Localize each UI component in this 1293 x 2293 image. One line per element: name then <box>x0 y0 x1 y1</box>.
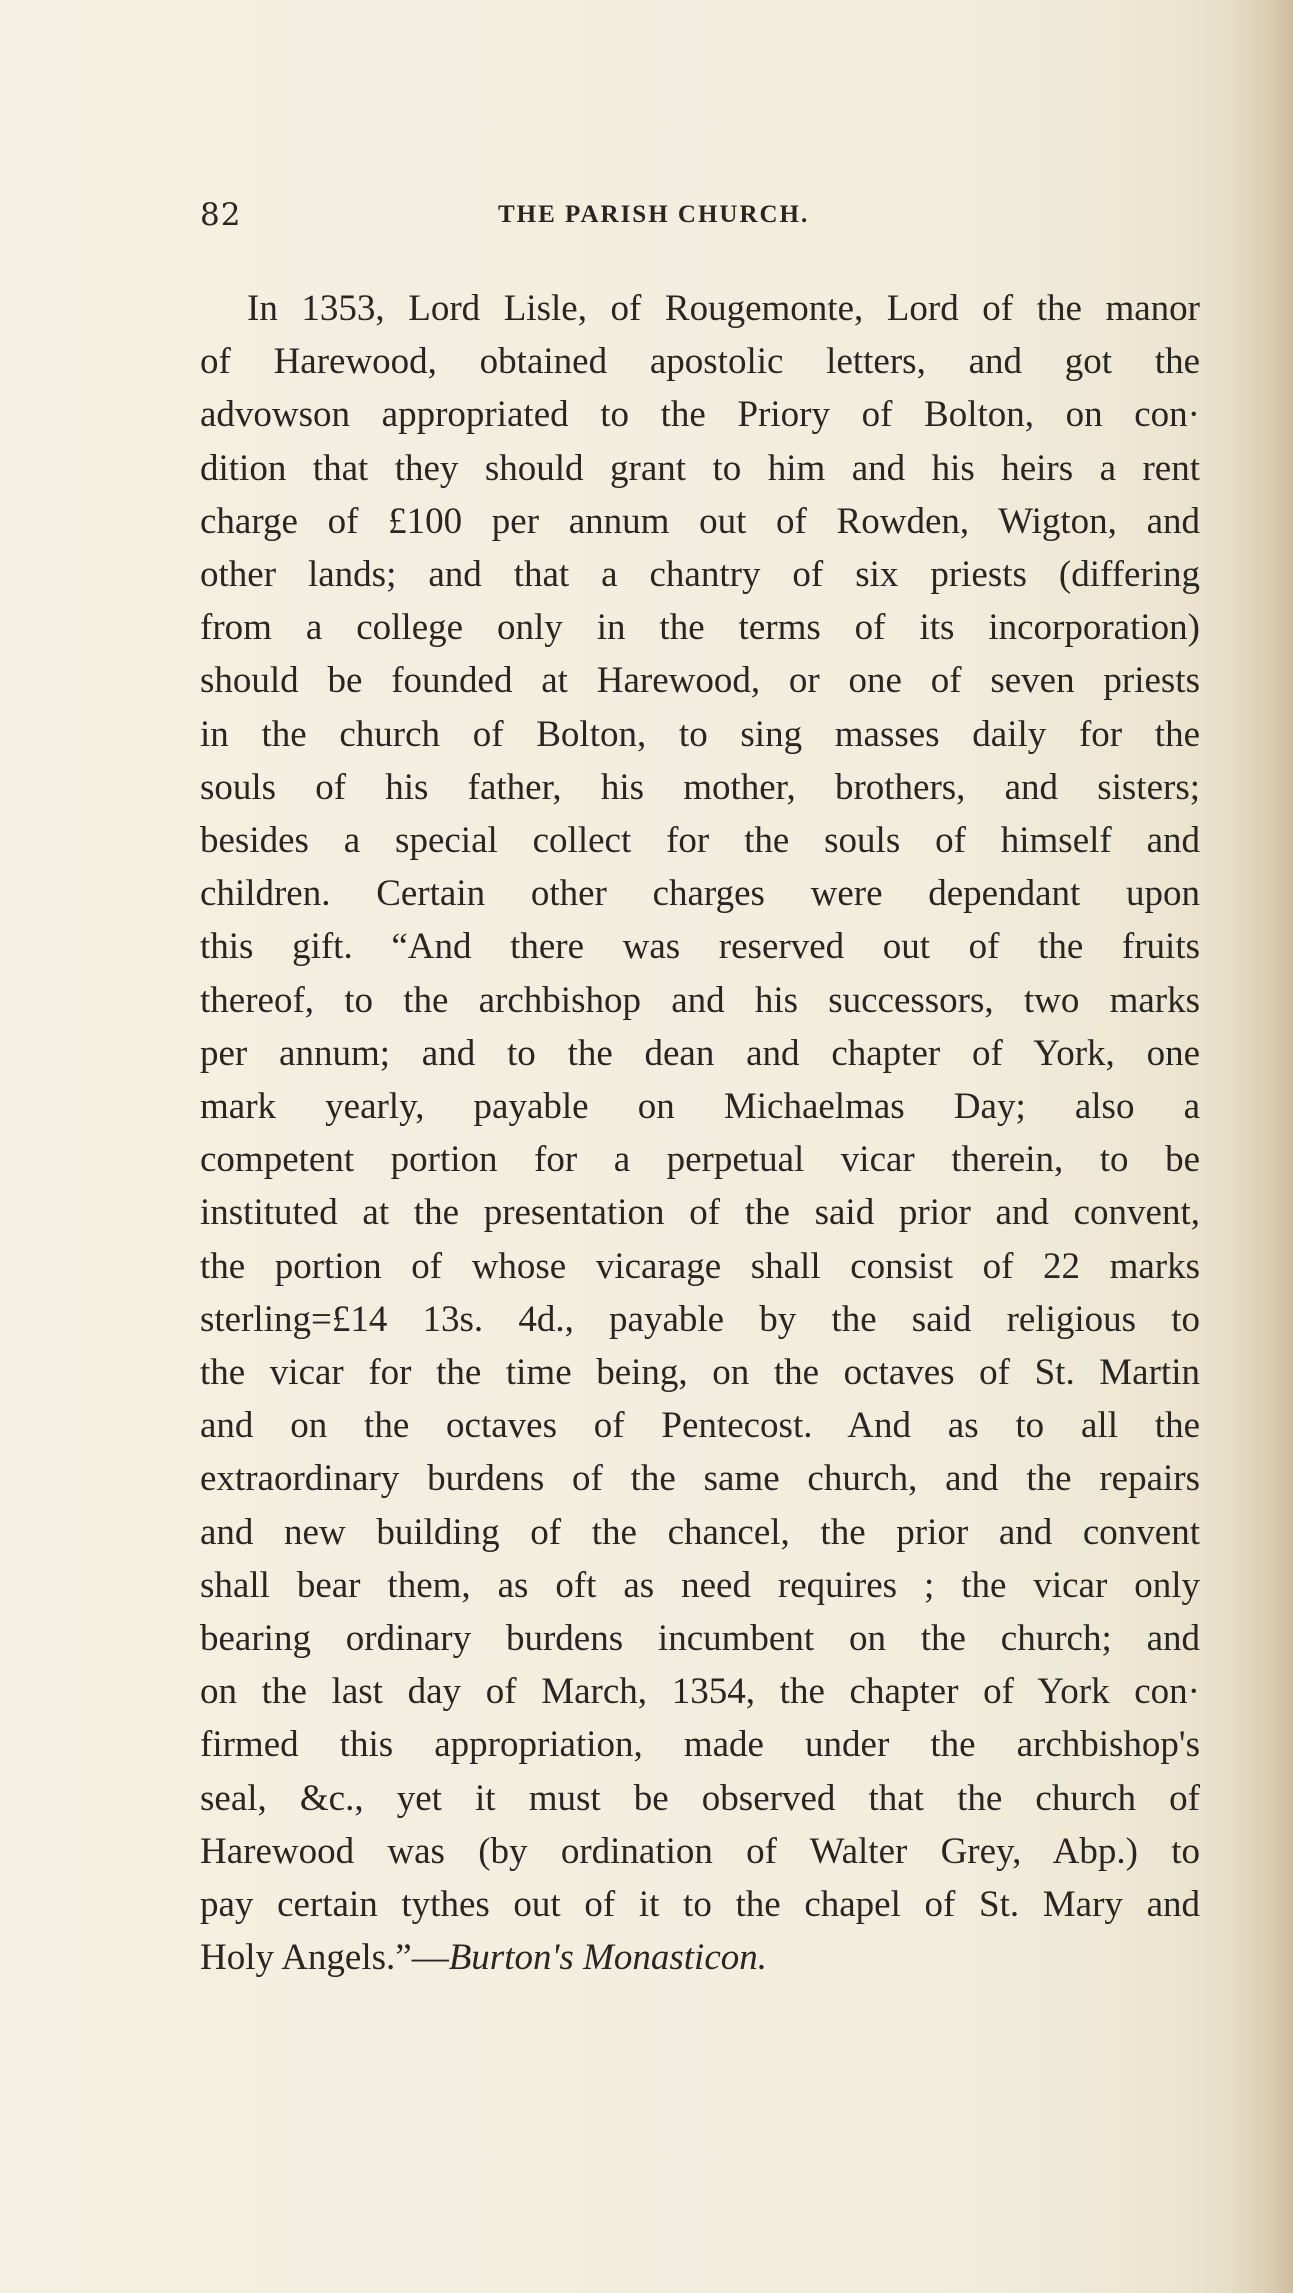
text-line: sterling=£14 13s. 4d., payable by the said religious to <box>200 1298 1200 1340</box>
text-line: this gift. “And there was reserved out of the fruits <box>200 926 1200 968</box>
running-head: THE PARISH CHURCH. <box>498 201 810 228</box>
text-line: besides a special collect for the souls of himself and <box>200 820 1200 862</box>
text-line: firmed this appropriation, made under the archbishop's <box>200 1724 1200 1766</box>
text-line: and on the octaves of Pentecost. And as to all the <box>200 1405 1200 1447</box>
text-line: and new building of the chancel, the prior and convent <box>200 1511 1200 1553</box>
text-line: instituted at the presentation of the said prior and convent, <box>200 1192 1200 1234</box>
text-line: should be founded at Harewood, or one of seven priests <box>200 660 1200 702</box>
page-edge-shadow <box>1223 0 1293 2293</box>
text-line: In 1353, Lord Lisle, of Rougemonte, Lord of the manor <box>247 288 1200 329</box>
text-line: the portion of whose vicarage shall consist of 22 marks <box>200 1245 1200 1287</box>
page-header <box>200 197 1200 237</box>
text-line: per annum; and to the dean and chapter of York, one <box>200 1032 1200 1074</box>
text-line: competent portion for a perpetual vicar therein, to be <box>200 1139 1200 1181</box>
citation: Burton's Monasticon. <box>448 1937 767 1979</box>
body-paragraph <box>200 282 1200 1985</box>
text-line: children. Certain other charges were dependant upon <box>200 873 1200 915</box>
text-line: Harewood was (by ordination of Walter Grey, Abp.) to <box>200 1830 1200 1872</box>
text-line: from a college only in the terms of its incorporation) <box>200 607 1200 649</box>
text-line: in the church of Bolton, to sing masses daily for the <box>200 713 1200 755</box>
page-number: 82 <box>200 197 242 233</box>
quote-closing-text: Holy Angels.”— <box>200 1937 449 1979</box>
text-line: seal, &c., yet it must be observed that the church of <box>200 1777 1200 1819</box>
text-line: the vicar for the time being, on the octaves of St. Martin <box>200 1352 1200 1394</box>
text-line: souls of his father, his mother, brothers, and sisters; <box>200 766 1200 808</box>
text-line-last <box>200 1931 1200 1984</box>
text-line: extraordinary burdens of the same church, and the repairs <box>200 1458 1200 1500</box>
text-line: mark yearly, payable on Michaelmas Day; also a <box>200 1086 1200 1128</box>
text-line: other lands; and that a chantry of six priests (differing <box>200 554 1200 596</box>
text-line: of Harewood, obtained apostolic letters, and got the <box>200 341 1200 383</box>
text-line: pay certain tythes out of it to the chapel of St. Mary and <box>200 1884 1200 1926</box>
text-line: on the last day of March, 1354, the chapter of York con· <box>200 1671 1200 1713</box>
text-line: thereof, to the archbishop and his successors, two marks <box>200 979 1200 1021</box>
text-line: dition that they should grant to him and his heirs a rent <box>200 447 1200 489</box>
text-line: bearing ordinary burdens incumbent on the church; and <box>200 1618 1200 1660</box>
text-line: advowson appropriated to the Priory of Bolton, on con· <box>200 394 1200 436</box>
text-line: shall bear them, as oft as need requires ; the vicar only <box>200 1564 1200 1606</box>
text-line: charge of £100 per annum out of Rowden, Wigton, and <box>200 500 1200 542</box>
